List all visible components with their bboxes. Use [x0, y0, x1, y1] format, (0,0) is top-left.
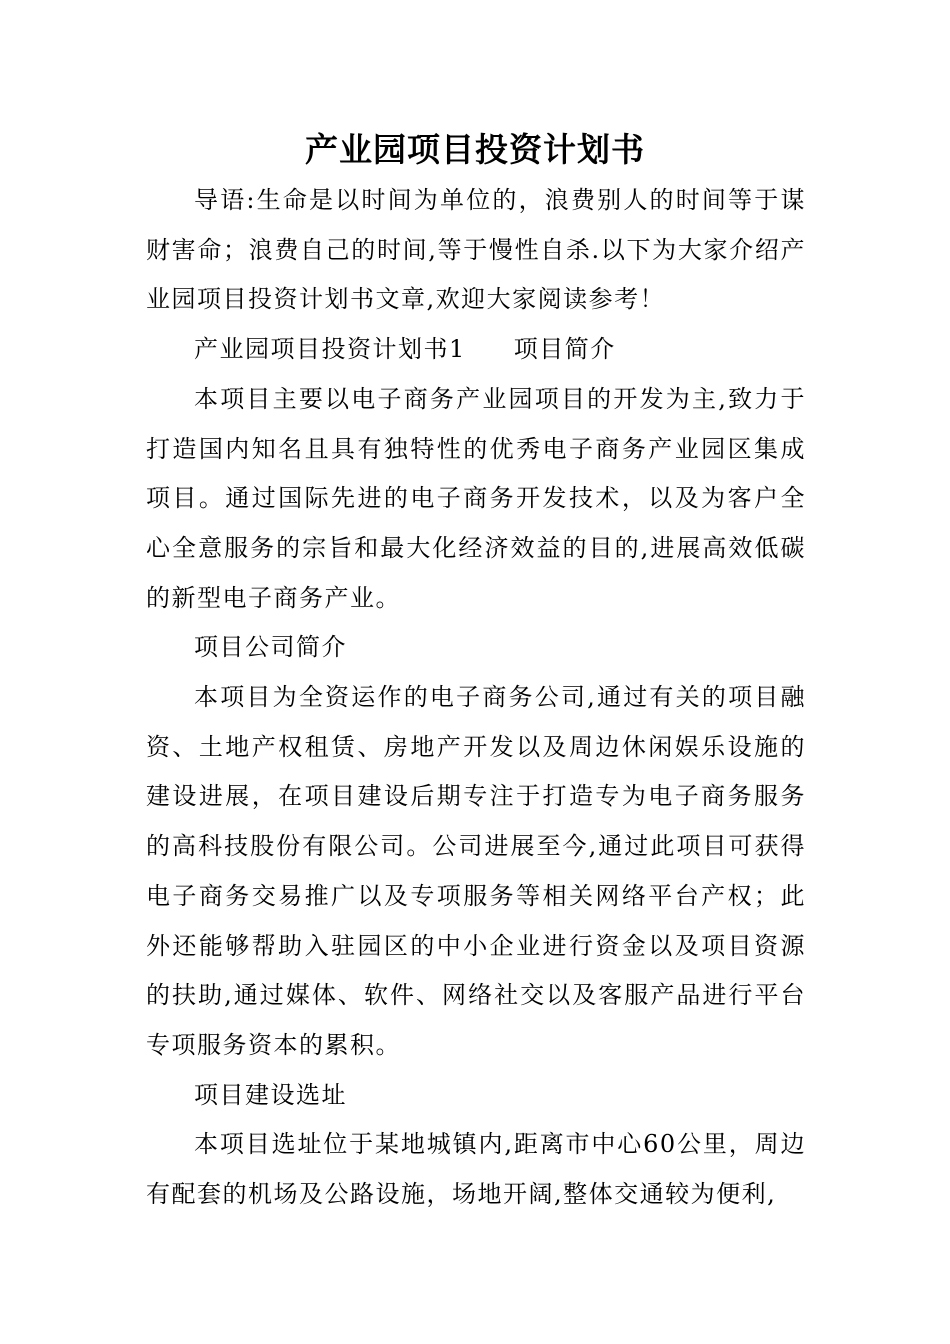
- site-heading: 项目建设选址: [194, 1080, 347, 1109]
- company-paragraph: 本项目为全资运作的电子商务公司,通过有关的项目融资、土地产权租赁、房地产开发以及周边休闲娱乐设施的建设进展，在项目建设后期专注于打造专为电子商务服务的高科技股份有限公司。公司进展至今,通过此项目可获得电子商务交易推广以及专项服务等相关网络平台产权；此外还能够帮助入驻园区的中小企业进行资金以及项目资源的扶助,通过媒体、软件、网络社交以及客服产品进行平台专项服务资本的累积。: [146, 683, 806, 1059]
- company-heading: 项目公司简介: [194, 633, 347, 662]
- site-paragraph: 本项目选址位于某地城镇内,距离市中心60公里，周边有配套的机场及公路设施，场地开阔,整体交通较为便利,: [146, 1130, 806, 1209]
- document-title: 产业园项目投资计划书: [305, 130, 645, 169]
- overview-paragraph: 本项目主要以电子商务产业园项目的开发为主,致力于打造国内知名且具有独特性的优秀电子商务产业园区集成项目。通过国际先进的电子商务开发技术，以及为客户全心全意服务的宗旨和最大化经济效益的目的,进展高效低碳的新型电子商务产业。: [146, 384, 806, 612]
- document-body: [146, 176, 806, 1220]
- section-label: 产业园项目投资计划书1: [194, 335, 466, 364]
- section-subheading: 项目简介: [513, 335, 616, 364]
- intro-paragraph: 导语:生命是以时间为单位的，浪费别人的时间等于谋财害命；浪费自己的时间,等于慢性自杀.以下为大家介绍产业园项目投资计划书文章,欢迎大家阅读参考！: [146, 186, 806, 314]
- section-heading: [146, 325, 806, 375]
